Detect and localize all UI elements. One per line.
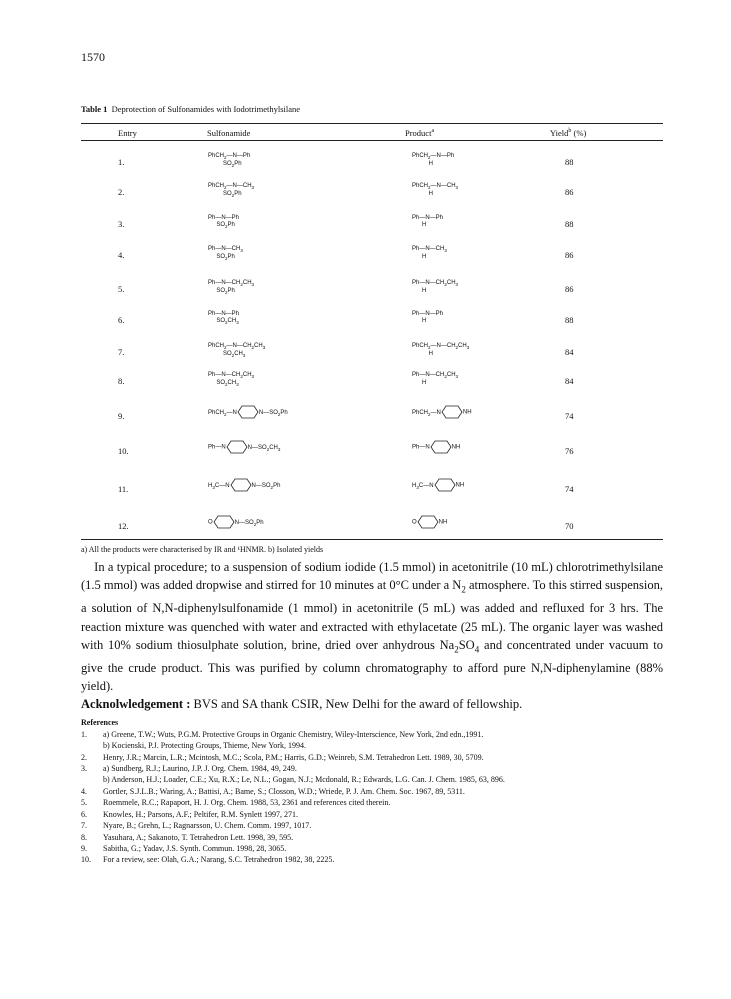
page-number: 1570	[81, 50, 105, 64]
table-yield-value: 88	[565, 157, 574, 167]
sulfonamide-structure: Ph—N—Ph $SO_2CH_3$	[208, 311, 240, 326]
sulfonamide-structure: $PhCH_2—N—CH_3$ $SO_2Ph$	[208, 183, 255, 199]
product-structure: $PhCH_2—N—CH_3$ H	[412, 183, 459, 198]
header-sulfonamide: Sulfonamide	[207, 128, 251, 138]
reference-item: 7. Nyare, B.; Grehn, L.; Ragnarsson, U. Chem. Comm. 1997, 1017.	[81, 821, 312, 830]
sulfonamide-structure: PhCH$_2$—N—Ph $SO_2Ph$	[208, 153, 251, 169]
table-title: Deprotection of Sulfonamides with Iodotrimethylsilane	[111, 104, 301, 114]
table-header-rule	[81, 140, 663, 141]
header-yield: Yield$^b$ (%)	[550, 128, 587, 138]
product-structure: O NH	[412, 515, 447, 529]
table-entry-number: 8.	[118, 376, 125, 386]
table-yield-value: 70	[565, 521, 574, 531]
table-entry-number: 12.	[118, 521, 129, 531]
procedure-paragraph: In a typical procedure; to a suspension of sodium iodide (1.5 mmol) in acetonitrile (10 mL) chlorotrimethylsilane (1.5 mmol) was added dropwise and stirred for 10 minutes at 0°C under a $N_2$ atmosphere. To this stirred suspension, a solution of N,N-diphenylsulfonamide (1 mmol) in acetonitrile (5 mL) was added and refluxed for 3 hrs. The reaction mixture was quenched with water and extracted with ethylacetate (25 mL). The organic layer was washed with 10% sodium thiosulphate solution, brine, dried over anhydrous $Na_2SO_4$ and concentrated under vacuum to give the crude product. This was purified by column chromatography to afford pure N,N-diphenylamine (88% yield).	[81, 560, 664, 694]
table-entry-number: 11.	[118, 484, 129, 494]
table-yield-value: 86	[565, 250, 574, 260]
table-yield-value: 86	[565, 284, 574, 294]
reference-item: 6. Knowles, H.; Parsons, A.F.; Peltifer, R.M. Synlett 1997, 271.	[81, 810, 299, 819]
table-top-rule	[81, 123, 663, 124]
header-entry: Entry	[118, 128, 137, 138]
sulfonamide-structure: $Ph—N—CH_2CH_3$ $SO_2Ph$	[208, 280, 255, 296]
table-yield-value: 76	[565, 446, 574, 456]
product-structure: $H_3C—N$ NH	[412, 478, 464, 492]
table-yield-value: 86	[565, 187, 574, 197]
table-entry-number: 1.	[118, 157, 125, 167]
reference-item: 9. Sabitha, G.; Yadav, J.S. Synth. Commun. 1998, 28, 3065.	[81, 844, 287, 853]
table-yield-value: 84	[565, 376, 574, 386]
sulfonamide-structure: $PhCH_2—N—CH_2CH_3$ $SO_2CH_3$	[208, 343, 266, 359]
product-structure: Ph—N—Ph H	[412, 311, 444, 324]
table-label: Table 1	[81, 104, 108, 114]
reference-item: b) Kocienski, P.J. Protecting Groups, Thieme, New York, 1994.	[103, 741, 306, 750]
sulfonamide-structure: $Ph—N—CH_3$ $SO_2Ph$	[208, 246, 243, 262]
sulfonamide-structure: $Ph—N—CH_2CH_3$ $SO_2CH_3$	[208, 372, 255, 388]
acknowledgement	[81, 697, 522, 712]
table-entry-number: 7.	[118, 347, 125, 357]
reference-item: 3. a) Sundberg, R.J.; Laurino, J.P. J. Org. Chem. 1984, 49, 249.	[81, 764, 297, 773]
sulfonamide-structure: Ph—N—Ph $SO_2Ph$	[208, 215, 240, 230]
sulfonamide-structure: PhCH$_2$—N $N—SO_2Ph$	[208, 405, 288, 419]
table-yield-value: 84	[565, 347, 574, 357]
table-footnote: a) All the products were characterised by IR and ¹HNMR. b) Isolated yields	[81, 545, 324, 554]
table-entry-number: 2.	[118, 187, 125, 197]
reference-item: 10. For a review, see: Olah, G.A.; Narang, S.C. Tetrahedron 1982, 38, 2225.	[81, 855, 335, 864]
table-entry-number: 6.	[118, 315, 125, 325]
reference-item: 8. Yasuhara, A.; Sakanoto, T. Tetrahedron Lett. 1998, 39, 595.	[81, 833, 294, 842]
product-structure: $Ph—N—CH_3$ H	[412, 246, 447, 261]
reference-item: b) Anderson, H.J.; Loader, C.E.; Xu, R.X.; Le, N.L.; Gogan, N.J.; Mcdonald, R.; Edwards, L.G. Can. J. Chem. 1985, 63, 896.	[103, 775, 505, 784]
acknowledgement-text: BVS and SA thank CSIR, New Delhi for the award of fellowship.	[190, 697, 523, 711]
table-entry-number: 3.	[118, 219, 125, 229]
product-structure: $Ph—N—CH_2CH_3$ H	[412, 280, 459, 295]
sulfonamide-structure: $H_3C—N$ $N—SO_2Ph$	[208, 478, 280, 492]
sulfonamide-structure: Ph—N $N—SO_2CH_3$	[208, 440, 280, 454]
acknowledgement-heading: Acknolwledgement :	[81, 697, 191, 711]
table-caption	[81, 104, 300, 114]
sulfonamide-structure: O $N—SO_2Ph$	[208, 515, 264, 529]
product-structure: PhCH$_2$—N—Ph H	[412, 153, 455, 168]
table-entry-number: 5.	[118, 284, 125, 294]
reference-item: 2. Henry, J.R.; Marcin, L.R.; Mcintosh, M.C.; Scola, P.M.; Harris, G.D.; Weinreb, S.M. Tetrahedron Lett. 1989, 30, 5709.	[81, 753, 484, 762]
references-heading: References	[81, 718, 119, 727]
table-yield-value: 88	[565, 315, 574, 325]
product-structure: Ph—N—Ph H	[412, 215, 444, 228]
table-entry-number: 4.	[118, 250, 125, 260]
table-entry-number: 10.	[118, 446, 129, 456]
reference-item: 1. a) Greene, T.W.; Wuts, P.G.M. Protective Groups in Organic Chemistry, Wiley-Interscience, New York, 2nd edn.,1991.	[81, 730, 484, 739]
table-bottom-rule	[81, 539, 663, 540]
reference-item: 5. Roemmele, R.C.; Rapaport, H. J. Org. Chem. 1988, 53, 2361 and references cited therein.	[81, 798, 391, 807]
table-yield-value: 74	[565, 484, 574, 494]
product-structure: Ph—N NH	[412, 440, 460, 454]
product-structure: $PhCH_2—N—CH_2CH_3$ H	[412, 343, 470, 358]
table-yield-value: 88	[565, 219, 574, 229]
product-structure: PhCH$_2$—N NH	[412, 405, 472, 419]
header-product: Product$^a$	[405, 128, 435, 138]
table-entry-number: 9.	[118, 411, 125, 421]
table-yield-value: 74	[565, 411, 574, 421]
product-structure: $Ph—N—CH_2CH_3$ H	[412, 372, 459, 387]
reference-item: 4. Gortler, S.J.L.B.; Waring, A.; Battisi, A.; Bame, S.; Closson, W.D.; Wriede, P. J. Am. Chem. Soc. 1967, 89, 5311.	[81, 787, 465, 796]
